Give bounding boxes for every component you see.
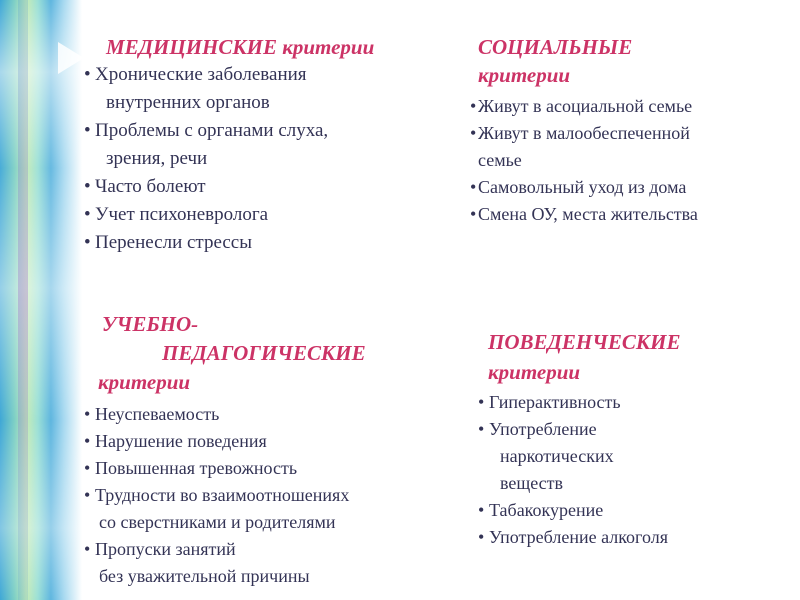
social-criteria-block [470,33,790,228]
behavioral-list [478,389,778,551]
list-item: • Повышенная тревожность [84,455,464,482]
list-item: • Живут в малообеспеченной семье [470,120,790,174]
social-list [470,93,790,228]
list-item: • Учет психоневролога [84,201,464,229]
educational-list [84,401,464,590]
list-item: • Смена ОУ, места жительства [470,201,790,228]
list-item: • Живут в асоциальной семье [470,93,790,120]
list-item: • Трудности во взаимоотношениях со сверстниками и родителями [84,482,464,536]
list-item: • Часто болеют [84,173,464,201]
behavioral-heading: ПОВЕДЕНЧЕСКИЕ критерии [488,330,681,384]
list-item: • Гиперактивность [478,389,778,416]
educational-heading: УЧЕБНО- ПЕДАГОГИЧЕСКИЕ критерии [98,312,366,394]
behavioral-criteria-block [478,327,778,551]
medical-criteria-block [84,33,464,257]
decorative-sidebar [0,0,82,600]
list-item: • Перенесли стрессы [84,229,464,257]
list-item: • Употребление наркотических веществ [478,416,778,497]
list-item: • Табакокурение [478,497,778,524]
list-item: • Пропуски занятий без уважительной причины [84,536,464,590]
list-item: • Нарушение поведения [84,428,464,455]
social-heading: СОЦИАЛЬНЫЕ критерии [478,35,633,87]
medical-list [84,61,464,257]
list-item: • Самовольный уход из дома [470,174,790,201]
list-item: • Употребление алкоголя [478,524,778,551]
educational-criteria-block [84,310,464,590]
medical-heading: МЕДИЦИНСКИЕ критерии [106,35,375,59]
list-item: • Хронические заболевания внутренних органов [84,61,464,117]
list-item: • Неуспеваемость [84,401,464,428]
arrow-icon [58,42,84,74]
list-item: • Проблемы с органами слуха, зрения, речи [84,117,464,173]
